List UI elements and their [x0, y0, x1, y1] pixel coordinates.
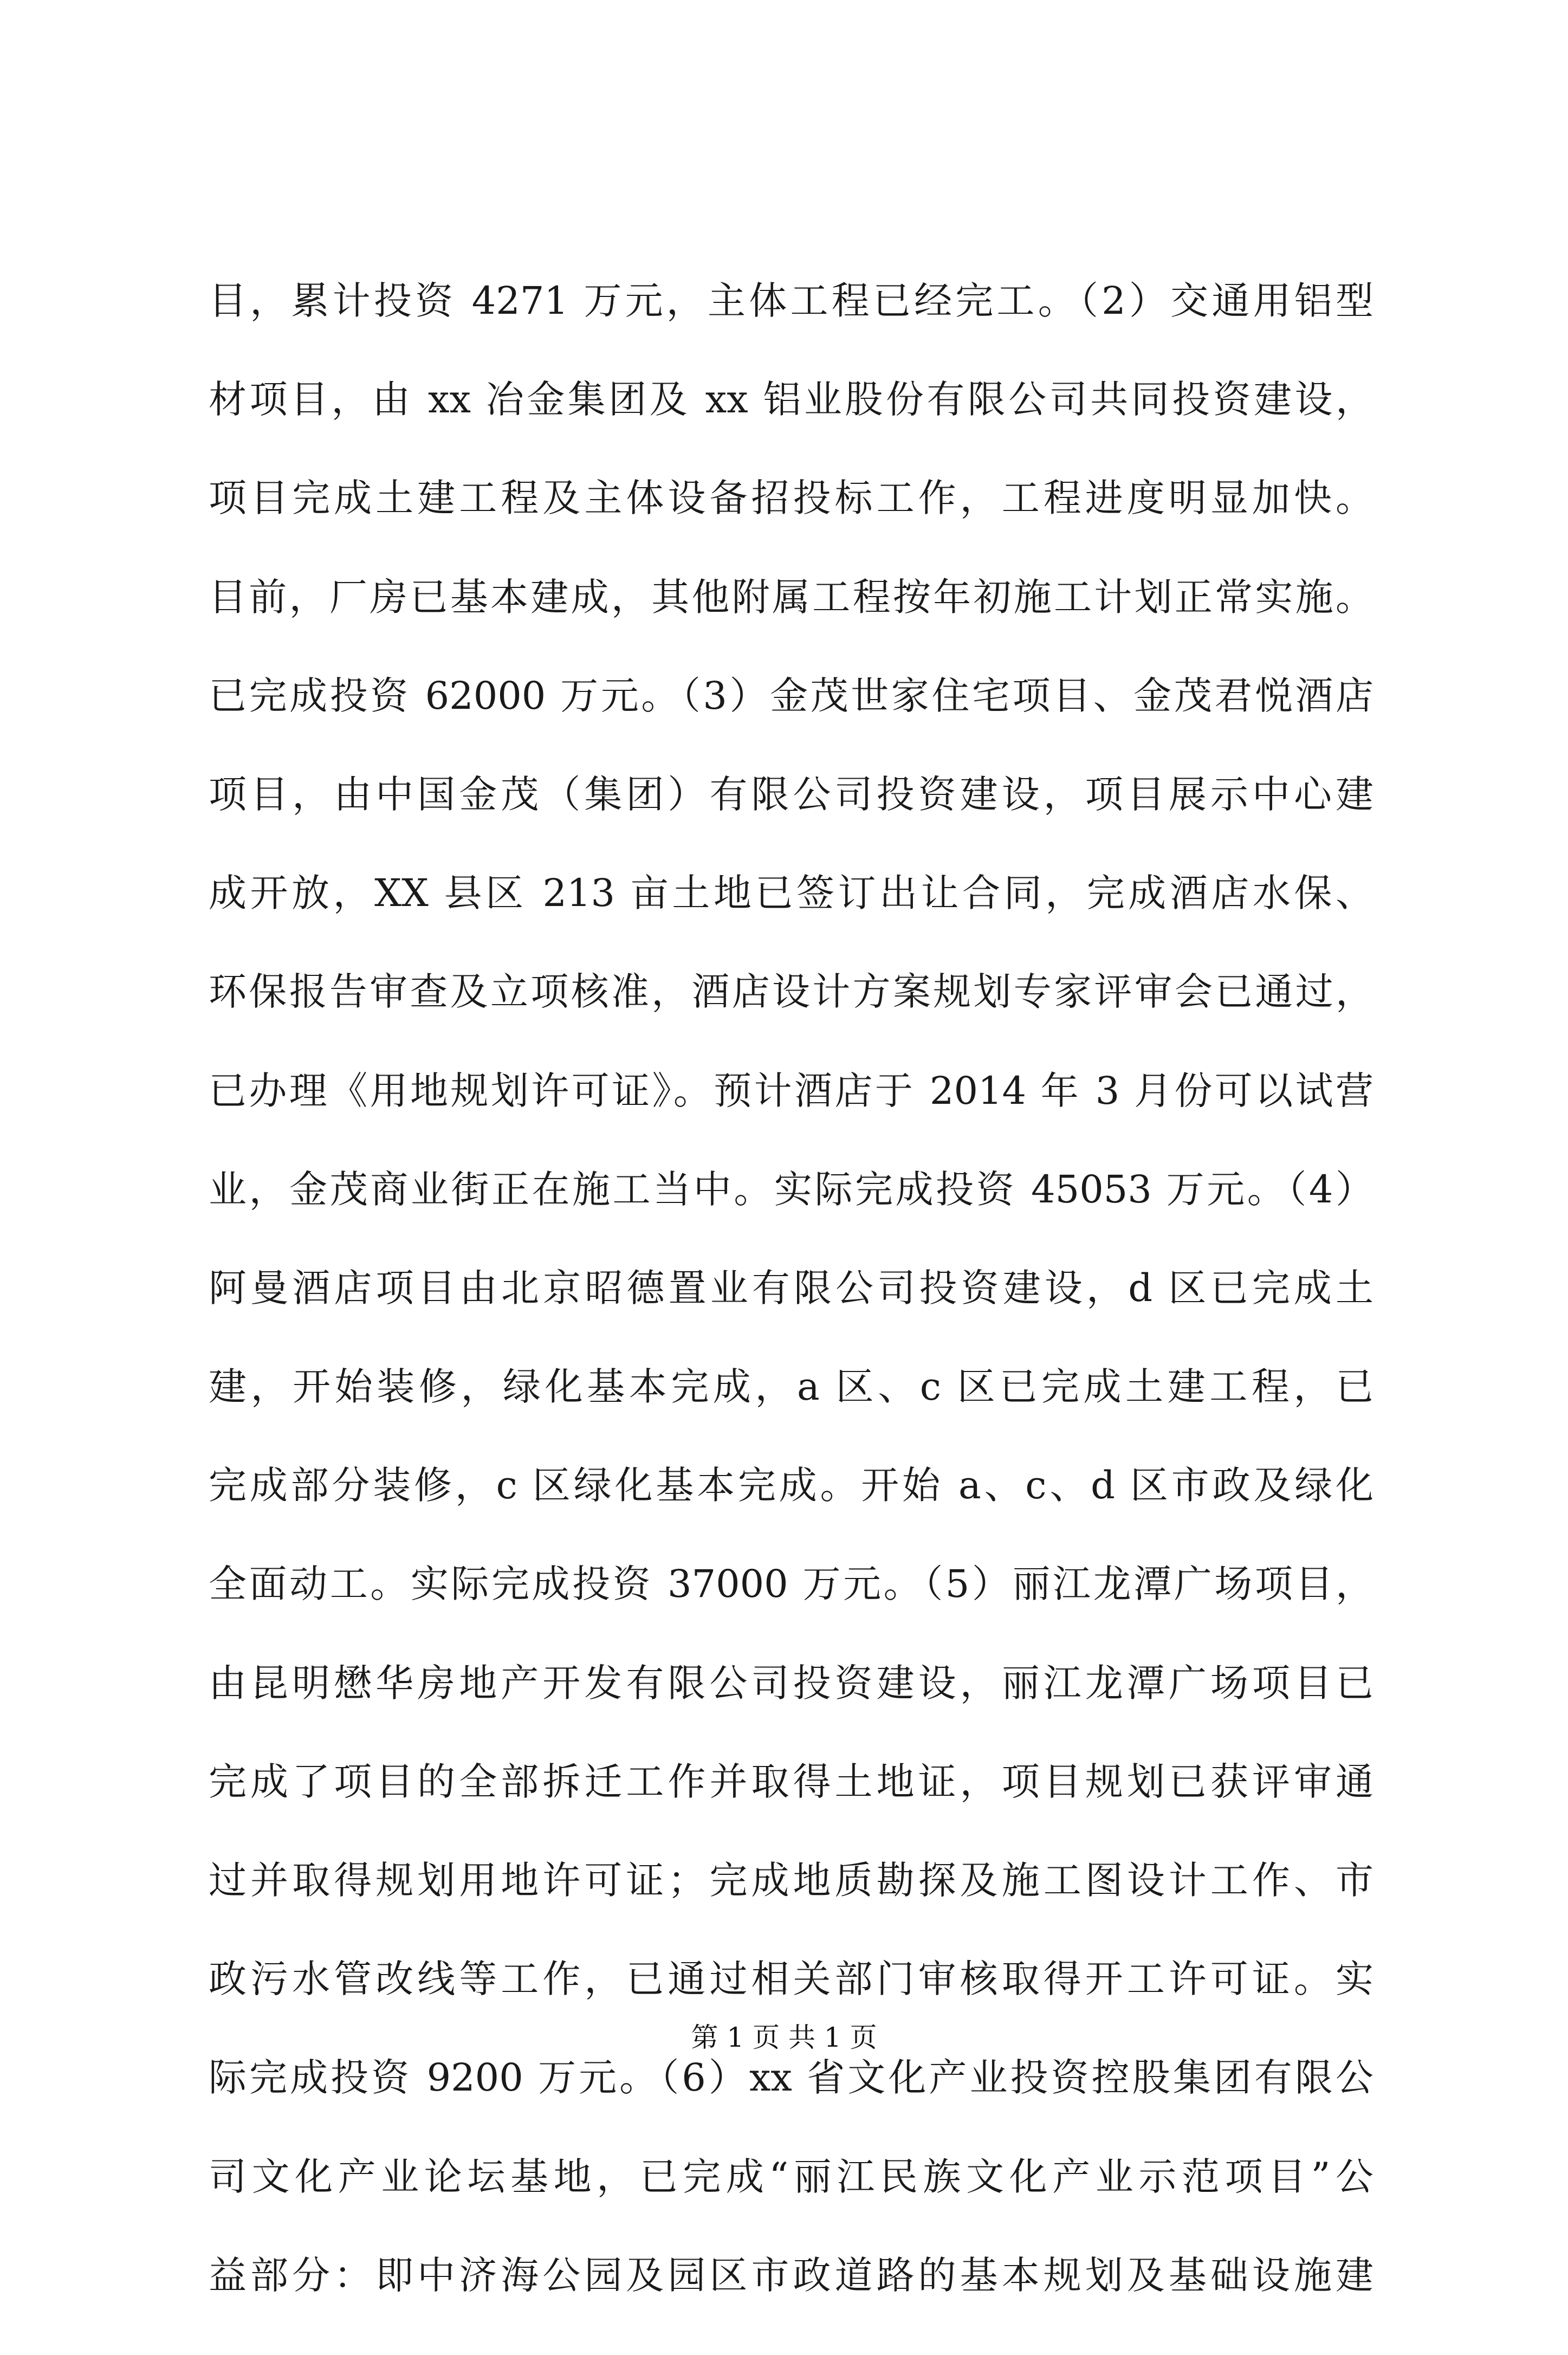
text-line: 完成了项目的全部拆迁工作并取得土地证，项目规划已获评审通 — [209, 1759, 1373, 1804]
text-line: 政污水管改线等工作，已通过相关部门审核取得开工许可证。实 — [209, 1957, 1373, 2002]
page-footer — [0, 2024, 1568, 2051]
text-line: 已办理《用地规划许可证》。预计酒店于 2014 年 3 月份可以试营 — [209, 1068, 1373, 1113]
text-line: 完成部分装修，c 区绿化基本完成。开始 a、c、d 区市政及绿化 — [209, 1463, 1373, 1508]
text-line: 际完成投资 9200 万元。（6）xx 省文化产业投资控股集团有限公 — [209, 2055, 1373, 2100]
text-line: 材项目，由 xx 冶金集团及 xx 铝业股份有限公司共同投资建设， — [209, 377, 1373, 422]
text-line: 由昆明懋华房地产开发有限公司投资建设，丽江龙潭广场项目已 — [209, 1660, 1373, 1705]
text-line: 成开放，XX 县区 213 亩土地已签订出让合同，完成酒店水保、 — [209, 871, 1373, 916]
text-line: 益部分：即中济海公园及园区市政道路的基本规划及基础设施建 — [209, 2253, 1373, 2298]
text-line: 环保报告审查及立项核准，酒店设计方案规划专家评审会已通过， — [209, 969, 1373, 1014]
text-line: 已完成投资 62000 万元。（3）金茂世家住宅项目、金茂君悦酒店 — [209, 673, 1373, 718]
text-line: 项目，由中国金茂（集团）有限公司投资建设，项目展示中心建 — [209, 772, 1373, 817]
text-line: 全面动工。实际完成投资 37000 万元。（5）丽江龙潭广场项目， — [209, 1562, 1373, 1607]
text-line: 建，开始装修，绿化基本完成，a 区、c 区已完成土建工程，已 — [209, 1364, 1373, 1409]
text-line: 阿曼酒店项目由北京昭德置业有限公司投资建设，d 区已完成土 — [209, 1265, 1373, 1310]
text-line: 司文化产业论坛基地，已完成“丽江民族文化产业示范项目”公 — [209, 2154, 1373, 2199]
text-line: 目前，厂房已基本建成，其他附属工程按年初施工计划正常实施。 — [209, 574, 1373, 619]
text-line: 过并取得规划用地许可证；完成地质勘探及施工图设计工作、市 — [209, 1858, 1373, 1903]
text-line: 目，累计投资 4271 万元，主体工程已经完工。（2）交通用铝型 — [209, 279, 1373, 323]
text-line: 项目完成土建工程及主体设备招投标工作，工程进度明显加快。 — [209, 476, 1373, 521]
text-line: 业，金茂商业街正在施工当中。实际完成投资 45053 万元。（4） — [209, 1167, 1373, 1212]
page-number-label: 第 1 页 共 1 页 — [691, 2022, 877, 2053]
